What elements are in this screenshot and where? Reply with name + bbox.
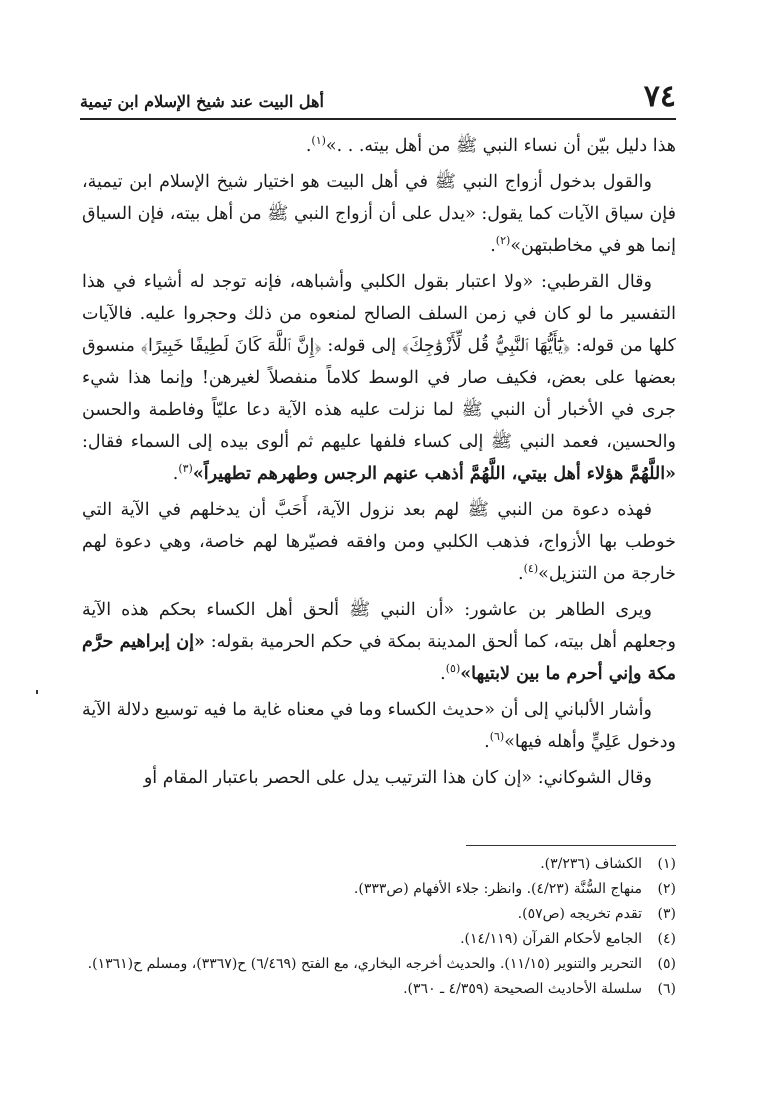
paragraph-6: وأشار الألباني إلى أن «حديث الكساء وما في معناه غاية ما فيه توسيع دلالة الآية ودخول عَلِيٍّ وأهله فيها»$^{(٦)}$. [82,700,676,752]
hadith-quote: «اللَّهُمَّ هؤلاء أهل بيتي، اللَّهُمَّ أذهب عنهم الرجس وطهرهم تطهيراً» [192,464,676,484]
footnote-item [82,927,676,952]
footnote-number: (١) [657,856,676,872]
footnote-number: (٤) [657,931,676,947]
running-title: أهل البيت عند شيخ الإسلام ابن تيمية [80,92,324,111]
footnote-text: الجامع لأحكام القرآن (١٤/١١٩). [460,931,642,947]
paragraph-5: ويرى الطاهر بن عاشور: «أن النبي ﷺ ألحق أهل الكساء بحكم هذه الآية وجعلهم أهل بيته، كما ألحق المدينة بمكة في حكم الحرمية بقوله: «إن إبراهيم حرَّم مكة وإني أحرم ما بين لابتيها»$^{(٥)}$. [82,600,676,684]
footnotes [82,852,676,1002]
running-header [80,80,676,120]
paragraph-1: هذا دليل بيّن أن نساء النبي ﷺ من أهل بيته. . .»$^{(١)}$. [305,134,676,156]
hadith-quote: «إن إبراهيم حرَّم مكة وإني أحرم ما بين لابتيها» [82,632,676,684]
footnote-item [82,952,676,977]
paragraph-3: وقال القرطبي: «ولا اعتبار بقول الكلبي وأشباهه، فإنه توجد له أشياء في هذا التفسير ما لو كان في زمن السلف الصالح لمنعوه من ذلك وحجروا عليه. فالآيات كلها من قوله: ﴿يَٰٓأَيُّهَا ٱلنَّبِيُّ قُل لِّأَزْوَٰجِكَ﴾ إلى قوله: ﴿إِنَّ ٱللَّهَ كَانَ لَطِيفًا خَبِيرًا﴾ منسوق بعضها على بعض، فكيف صار في الوسط كلاماً منفصلاً لغيرهن! وإنما هذا شيء جرى في الأخبار أن النبي ﷺ لما نزلت عليه هذه الآية دعا عليّاً وفاطمة والحسن والحسين، فعمد النبي ﷺ إلى كساء فلفها عليهم ثم ألوى بيده إلى السماء فقال: «اللَّهُمَّ هؤلاء أهل بيتي، اللَّهُمَّ أذهب عنهم الرجس وطهرهم تطهيراً»$^{(٣)}$. [82,272,676,484]
paragraph-5-text: ويرى الطاهر بن عاشور: «أن النبي ﷺ ألحق أهل الكساء بحكم هذه الآية وجعلهم أهل بيته، كما ألحق المدينة بمكة في حكم الحرمية بقوله: [82,600,676,652]
footnote-ref: (٢) [495,234,511,248]
paragraph-4: فهذه دعوة من النبي ﷺ لهم بعد نزول الآية، أَحَبَّ أن يدخلهم في الآية التي خوطب بها الأزواج، فذهب الكلبي ومن وافقه فصيّرها لهم خاصة، وهي دعوة لهم خارجة من التنزيل»$^{(٤)}$. [82,500,676,584]
footnote-text: سلسلة الأحاديث الصحيحة (٤/٣٥٩ ـ ٣٦٠). [403,981,642,997]
footnote-item [82,977,676,1002]
footnote-ref: (٦) [489,730,505,744]
footnote-text: التحرير والتنوير (١١/١٥). والحديث أخرجه البخاري، مع الفتح (٦/٤٦٩) ح(٣٣٦٧)، ومسلم ح(١٣٦١). [87,956,642,972]
footnote-ref: (٥) [445,662,461,676]
footnote-ref: (٣) [178,462,193,476]
footnote-number: (٥) [657,956,676,972]
scan-speck [36,690,38,694]
page-number: ٧٤ [643,79,676,114]
main-text [82,130,676,798]
footnote-number: (٢) [657,881,676,897]
footnote-divider [466,845,676,846]
footnote-item [82,852,676,877]
footnote-ref: (٤) [523,562,539,576]
footnote-text: تقدم تخريجه (ص٥٧). [517,906,642,922]
paragraph-1-text: هذا دليل بيّن أن نساء النبي ﷺ من أهل بيته. . .» [325,136,676,156]
footnote-number: (٦) [657,981,676,997]
paragraph-4-text: فهذه دعوة من النبي ﷺ لهم بعد نزول الآية، أَحَبَّ أن يدخلهم في الآية التي خوطب بها الأزواج، فذهب الكلبي ومن وافقه فصيّرها لهم خاصة، وهي دعوة لهم خارجة من التنزيل» [82,500,676,584]
footnote-text: الكشاف (٣/٢٣٦). [540,856,642,872]
footnote-item [82,877,676,902]
footnote-item [82,902,676,927]
footnote-ref: (١) [311,134,326,148]
paragraph-2: والقول بدخول أزواج النبي ﷺ في أهل البيت هو اختيار شيخ الإسلام ابن تيمية، فإن سياق الآيات كما يقول: «يدل على أن أزواج النبي ﷺ من أهل بيته، فإن السياق إنما هو في مخاطبتهن»$^{(٢)}$. [82,172,676,256]
paragraph-7 [82,762,676,794]
paragraph-2-text: والقول بدخول أزواج النبي ﷺ في أهل البيت هو اختيار شيخ الإسلام ابن تيمية، فإن سياق الآيات كما يقول: «يدل على أن أزواج النبي ﷺ من أهل بيته، فإن السياق إنما هو في مخاطبتهن» [82,172,676,256]
footnote-text: منهاج السُّنَّة (٤/٢٣). وانظر: جلاء الأفهام (ص٣٣٣). [353,881,642,897]
paragraph-7-text: وقال الشوكاني: «إن كان هذا الترتيب يدل على الحصر باعتبار المقام أو [143,768,652,788]
paragraph-3-text: وقال القرطبي: «ولا اعتبار بقول الكلبي وأشباهه، فإنه توجد له أشياء في هذا التفسير ما لو كان في زمن السلف الصالح لمنعوه من ذلك وحجروا عليه. فالآيات كلها من قوله: ﴿يَٰٓأَيُّهَا ٱلنَّبِيُّ قُل لِّأَزْوَٰجِكَ﴾ إلى قوله: ﴿إِنَّ ٱللَّهَ كَانَ لَطِيفًا خَبِيرًا﴾ منسوق بعضها على بعض، فكيف صار في الوسط كلاماً منفصلاً لغيرهن! وإنما هذا شيء جرى في الأخبار أن النبي ﷺ لما نزلت عليه هذه الآية دعا عليّاً وفاطمة والحسن والحسين، فعمد النبي ﷺ إلى كساء فلفها عليهم ثم ألوى بيده إلى السماء فقال: [82,272,676,452]
paragraph-6-text: وأشار الألباني إلى أن «حديث الكساء وما في معناه غاية ما فيه توسيع دلالة الآية ودخول عَلِيٍّ وأهله فيها» [82,700,676,752]
footnote-number: (٣) [657,906,676,922]
